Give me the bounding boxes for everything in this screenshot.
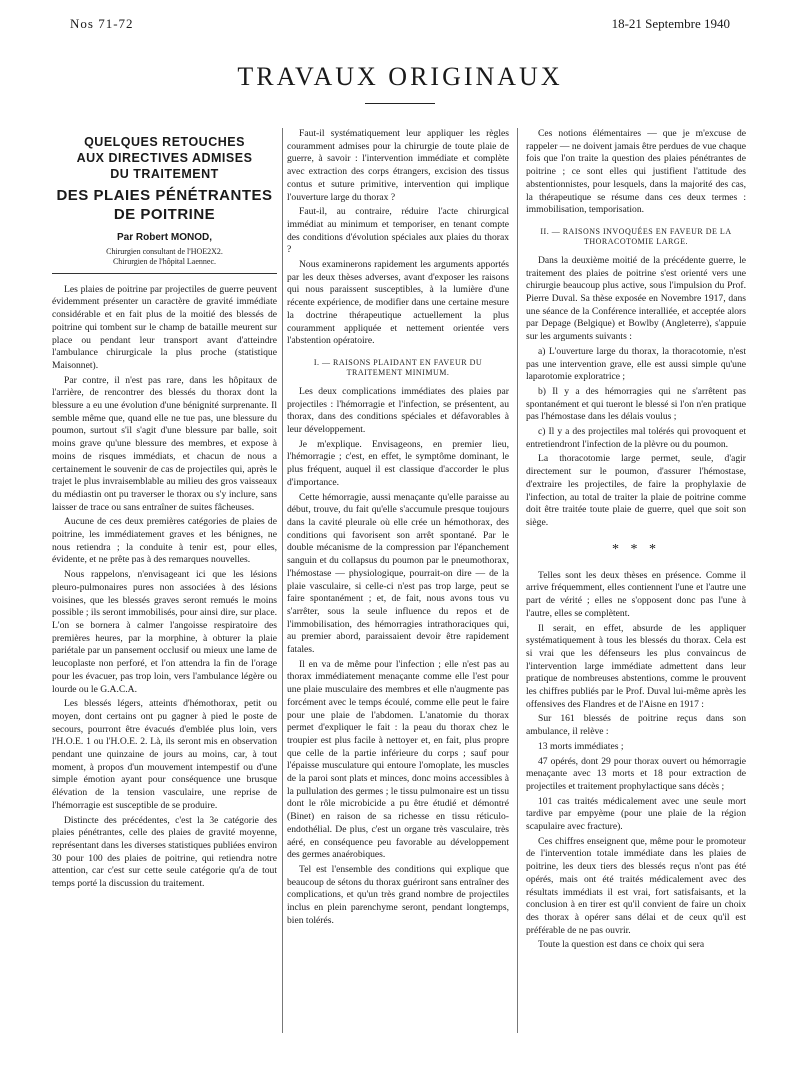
paragraph: La thoracotomie large permet, seule, d'agir directement sur le poumon, d'assurer l'hémostase, d'extraire les projectiles, de faire la prophylaxie de l'infection, au total de traiter la plaie de poitrine comme doit être traitée toute plaie de guerre, quel que soit son siège. [526, 453, 746, 528]
paragraph: 101 cas traités médicalement avec une seule mort tardive par empyème (pour une plaie de la région scapulaire avec fracture). [526, 795, 746, 833]
paragraph: Il en va de même pour l'infection ; elle n'est pas au thorax immédiatement menaçante comme elle l'est pour une plaie musculaire des membres et elle n'augmente pas forcément avec le temps écoulé, comme elle peut le faire pour une plaie de l'abdomen. L'anatomie du thorax permet d'expliquer le fait : la peau du thorax chez le troupier est plus facile à nettoyer et, en fait, plus propre que celle de la partie inférieure du corps ; sauf pour l'épaisse musculature qui entoure l'omoplate, les muscles de la paroi sont plats et minces, donc moins accessibles à la pullulation des germes ; le tissu pulmonaire est un tissu dont le rôle microbicide a pu être étudié et démontré (Binet) en raison de sa richesse en tissu réticulo-endothélial. De plus, c'est un organe très vasculaire, très aéré, en conséquence peu favorable au développement des germes anaérobiques. [287, 658, 509, 861]
article-subtitle-line: DU TRAITEMENT [110, 167, 219, 181]
column-1 [52, 128, 277, 893]
paragraph: Cette hémorragie, aussi menaçante qu'elle paraisse au début, trouve, du fait qu'elle s'accumule presque toujours dans la cavité pleurale où elle crée un hémothorax, des conditions qui favorisent son arrêt spontané. Par le double mécanisme de la compression par l'épanchement sanguin et du collapsus du poumon par le pneumothorax, l'hémostase — physiologique, pourrait-on dire — de la plaie vasculaire, si celle-ci n'est pas trop large, peut se faire spontanément ; et, de fait, nous avons tous vu s'arrêter, sous la seule influence du repos et de l'immobilisation, des hémorragies intrathoraciques qui, au premier abord, paraissaient devoir être rapidement fatales. [287, 491, 509, 656]
paragraph: 13 morts immédiates ; [538, 740, 624, 752]
section-heading: II. — RAISONS INVOQUÉES EN FAVEUR DE LA THORACOTOMIE LARGE. [540, 226, 732, 246]
paragraph: Ces notions élémentaires — que je m'excuse de rappeler — ne doivent jamais être perdues de vue chaque fois que l'on traite la question des plaies pénétrantes de poitrine ; ce sont elles qui justifient l'attitude des abstentionnistes, pour lesquels, dans la majorité des cas, la thérapeutique se résume dans ces deux termes : immobilisation, temporisation. [526, 128, 746, 216]
paragraph: Telles sont les deux thèses en présence. Comme il arrive fréquemment, elles contiennent l'une et l'autre une part de vérité ; elles ne s'opposent donc pas l'une à l'autre, elles se complètent. [526, 569, 746, 619]
paragraph: Ces chiffres enseignent que, même pour le promoteur de l'intervention totale immédiate dans les plaies de poitrine, les deux tiers des blessés reçus n'ont pas été opérés, mais ont été traités médicalement avec des résultats immédiats il est vrai, fort satisfaisants, et la conclusion à en tirer est qu'il convient de faire un choix des thorax à opérer sans délai et de ceux qu'il est préférable de ne pas ouvrir. [526, 835, 746, 936]
paragraph: Nous examinerons rapidement les arguments apportés par les deux thèses adverses, avant d'exposer les raisons qui nous paraissent susceptibles, à la lumière d'une récente expérience, de modifier dans une certaine mesure la doctrine thérapeutique actuellement la plus couramment appliquée et nettement orientée vers l'abstention opératoire. [287, 259, 509, 347]
separator [52, 273, 277, 274]
list-item: a) L'ouverture large du thorax, la thoracotomie, n'est pas une intervention grave, elle est aussi simple qu'une laparotomie exploratrice ; [526, 345, 746, 383]
paragraph: Toute la question est dans ce choix qui sera [538, 939, 705, 951]
paragraph: Faut-il, au contraire, réduire l'acte chirurgical immédiat au minimum et temporiser, en tenant compte des conditions d'évolution spéciales aux plaies du thorax ? [287, 206, 509, 256]
affiliation-line: Chirurgien de l'hôpital Laennec. [112, 256, 217, 266]
paragraph: Par contre, il n'est pas rare, dans les hôpitaux de l'arrière, de rencontrer des blessés du thorax dont la blessure a eu une évolution d'une bénignité surprenante. Il semble même que, quand elle ne tue pas, une blessure du poumon, surtout s'il s'agit d'une blessure par balle, soit moins grave qu'une blessure des membres, et expose à moins de risques immédiats, et chacun de nous a certainement le souvenir de cas de projectiles qui, après le trajet le plus invraisemblable au milieu des gros vaisseaux du médiastin ont pu traverser le thorax ou s'y inclure, sans laisser de trace ou sans entraîner de suites fâcheuses. [52, 374, 277, 513]
issue-number: Nos 71-72 [70, 16, 134, 31]
list-item: c) Il y a des projectiles mal tolérés qui provoquent et entretiendront l'infection de la plèvre ou du poumon. [526, 426, 746, 450]
article-subtitle-line: AUX DIRECTIVES ADMISES [76, 151, 253, 165]
paragraph: Aucune de ces deux premières catégories de plaies de poitrine, les immédiatement graves et les bénignes, ne nous retiendra ; la conduite à tenir est, pour elles, évidente, et ne prête pas à des remarques nouvelles. [52, 516, 277, 566]
paragraph: Faut-il systématiquement leur appliquer les règles couramment admises pour la chirurgie de toute plaie de guerre, à savoir : l'intervention immédiate et complète avec extraction des corps étrangers, excision des tissus contus et suture primitive, intervention qui implique l'ouverture large du thorax ? [287, 128, 509, 203]
paragraph: Sur 161 blessés de poitrine reçus dans son ambulance, il relève : [526, 713, 746, 738]
list-item: b) Il y a des hémorragies qui ne s'arrêtent pas spontanément et qui tueront le blessé si l'on n'en pratique pas l'hémostase dans les délais voulus ; [526, 385, 746, 423]
title-rule [365, 103, 435, 104]
article-title-line: DES PLAIES PÉNÉTRANTES [56, 187, 273, 204]
article-subtitle [52, 134, 277, 182]
paragraph: Dans la deuxième moitié de la précédente guerre, le traitement des plaies de poitrine s'est orienté vers une chirurgie beaucoup plus active, sous l'impulsion du Prof. Pierre Duval. Sa thèse exposée en Novembre 1917, dans une séance de la Conférence interalliée, et acceptée alors par Depage (Belgique) et Bowlby (Angleterre), s'appuie sur les arguments suivants : [526, 254, 746, 343]
column-3 [526, 128, 746, 954]
paragraph: Nous rappelons, n'envisageant ici que les lésions pleuro-pulmonaires pures non associées à des lésions voisines, que les blessés graves seront remués le moins possible ; ils seront immobilisés, pour ainsi dire, sur place. L'on se bornera à calmer l'angoisse respiratoire des premières heures, par la morphine, à obturer la plaie pariétale par un pansement occlusif ou mieux une lame de leucoplaste non perforé, et l'on attendra la fin de l'orage pour les évacuer, pas trop loin, vers l'ambulance légère ou lourde ou le G.A.C.A. [52, 569, 277, 695]
author: Par Robert MONOD, [116, 232, 212, 243]
article-subtitle-line: QUELQUES RETOUCHES [84, 135, 245, 149]
paragraph: Je m'explique. Envisageons, en premier lieu, l'hémorragie ; c'est, en effet, le symptôme dominant, le plus fréquent, auquel il est classique d'accorder le plus d'importance. [287, 438, 509, 488]
paragraph: Les deux complications immédiates des plaies par projectiles : l'hémorragie et l'infection, se présentent, au thorax, dans des conditions spéciales et défavorables à leur développement. [287, 385, 509, 436]
section-title: TRAVAUX ORIGINAUX [237, 62, 563, 91]
paragraph: Les plaies de poitrine par projectiles de guerre peuvent évidemment présenter un caractère de gravité immédiate considérable et en fait plus de la moitié des blessés de poitrine qui tombent sur le champ de bataille meurent sur place ou pendant leur transport avant d'atteindre l'ambulance chirurgicale la plus proche (statistique Maisonnet). [52, 283, 277, 371]
paragraph: Il serait, en effet, absurde de les appliquer systématiquement à tous les blessés du thorax. Cela est si vrai que les défenseurs les plus convaincus de l'intervention large immédiate admettent dans leur pratique de nombreuses abstentions, comme le prouvent les chiffres publiés par le Prof. Duval lui-même après les offensives des Flandres et de l'Aisne en 1917 : [526, 622, 746, 710]
column-divider-1 [282, 128, 283, 1033]
affiliation [52, 247, 277, 267]
section-heading: I. — RAISONS PLAIDANT EN FAVEUR DU TRAITEMENT MINIMUM. [313, 357, 483, 377]
issue-date: 18-21 Septembre 1940 [611, 16, 730, 31]
paragraph: Les blessés légers, atteints d'hémothorax, petit ou moyen, dont certains ont pu gagner à pied le poste de secours, pourront être évacués d'emblée plus loin, vers l'H.O.E. 1 ou l'H.O.E. 2. Là, ils seront mis en observation pendant une quinzaine de jours au moins, car, à tout moment, à propos d'un mouvement intempestif ou d'une simple émotion ayant pour conséquence une brusque élévation de la tension vasculaire, une reprise de l'hémorragie est susceptible de se produire. [52, 698, 277, 811]
affiliation-line: Chirurgien consultant de l'HOE2X2. [106, 246, 223, 256]
column-divider-2 [517, 128, 518, 1033]
paragraph: Distincte des précédentes, c'est la 3e catégorie des plaies pénétrantes, celle des plaies de gravité moyenne, représentant dans les diverses statistiques publiées environ 30 pour 100 des plaies de poitrine, qui retiendra notre attention, car c'est sur cette seule catégorie qu'a de tout temps porté la discussion du traitement. [52, 814, 277, 890]
paragraph: 47 opérés, dont 29 pour thorax ouvert ou hémorragie menaçante avec 13 morts et 18 pour extraction de projectiles et traitement prophylactique sans décès ; [526, 755, 746, 792]
column-2 [287, 128, 509, 929]
article-title [52, 186, 277, 224]
article-title-line: DE POITRINE [113, 206, 216, 223]
paragraph: Tel est l'ensemble des conditions qui explique que beaucoup de sétons du thorax guériront sans entraîner des complications, et qu'un très grand nombre de projectiles inclus en plein parenchyme seront, pendant longtemps, bien tolérés. [287, 863, 509, 926]
asterism: * * * [612, 541, 660, 557]
